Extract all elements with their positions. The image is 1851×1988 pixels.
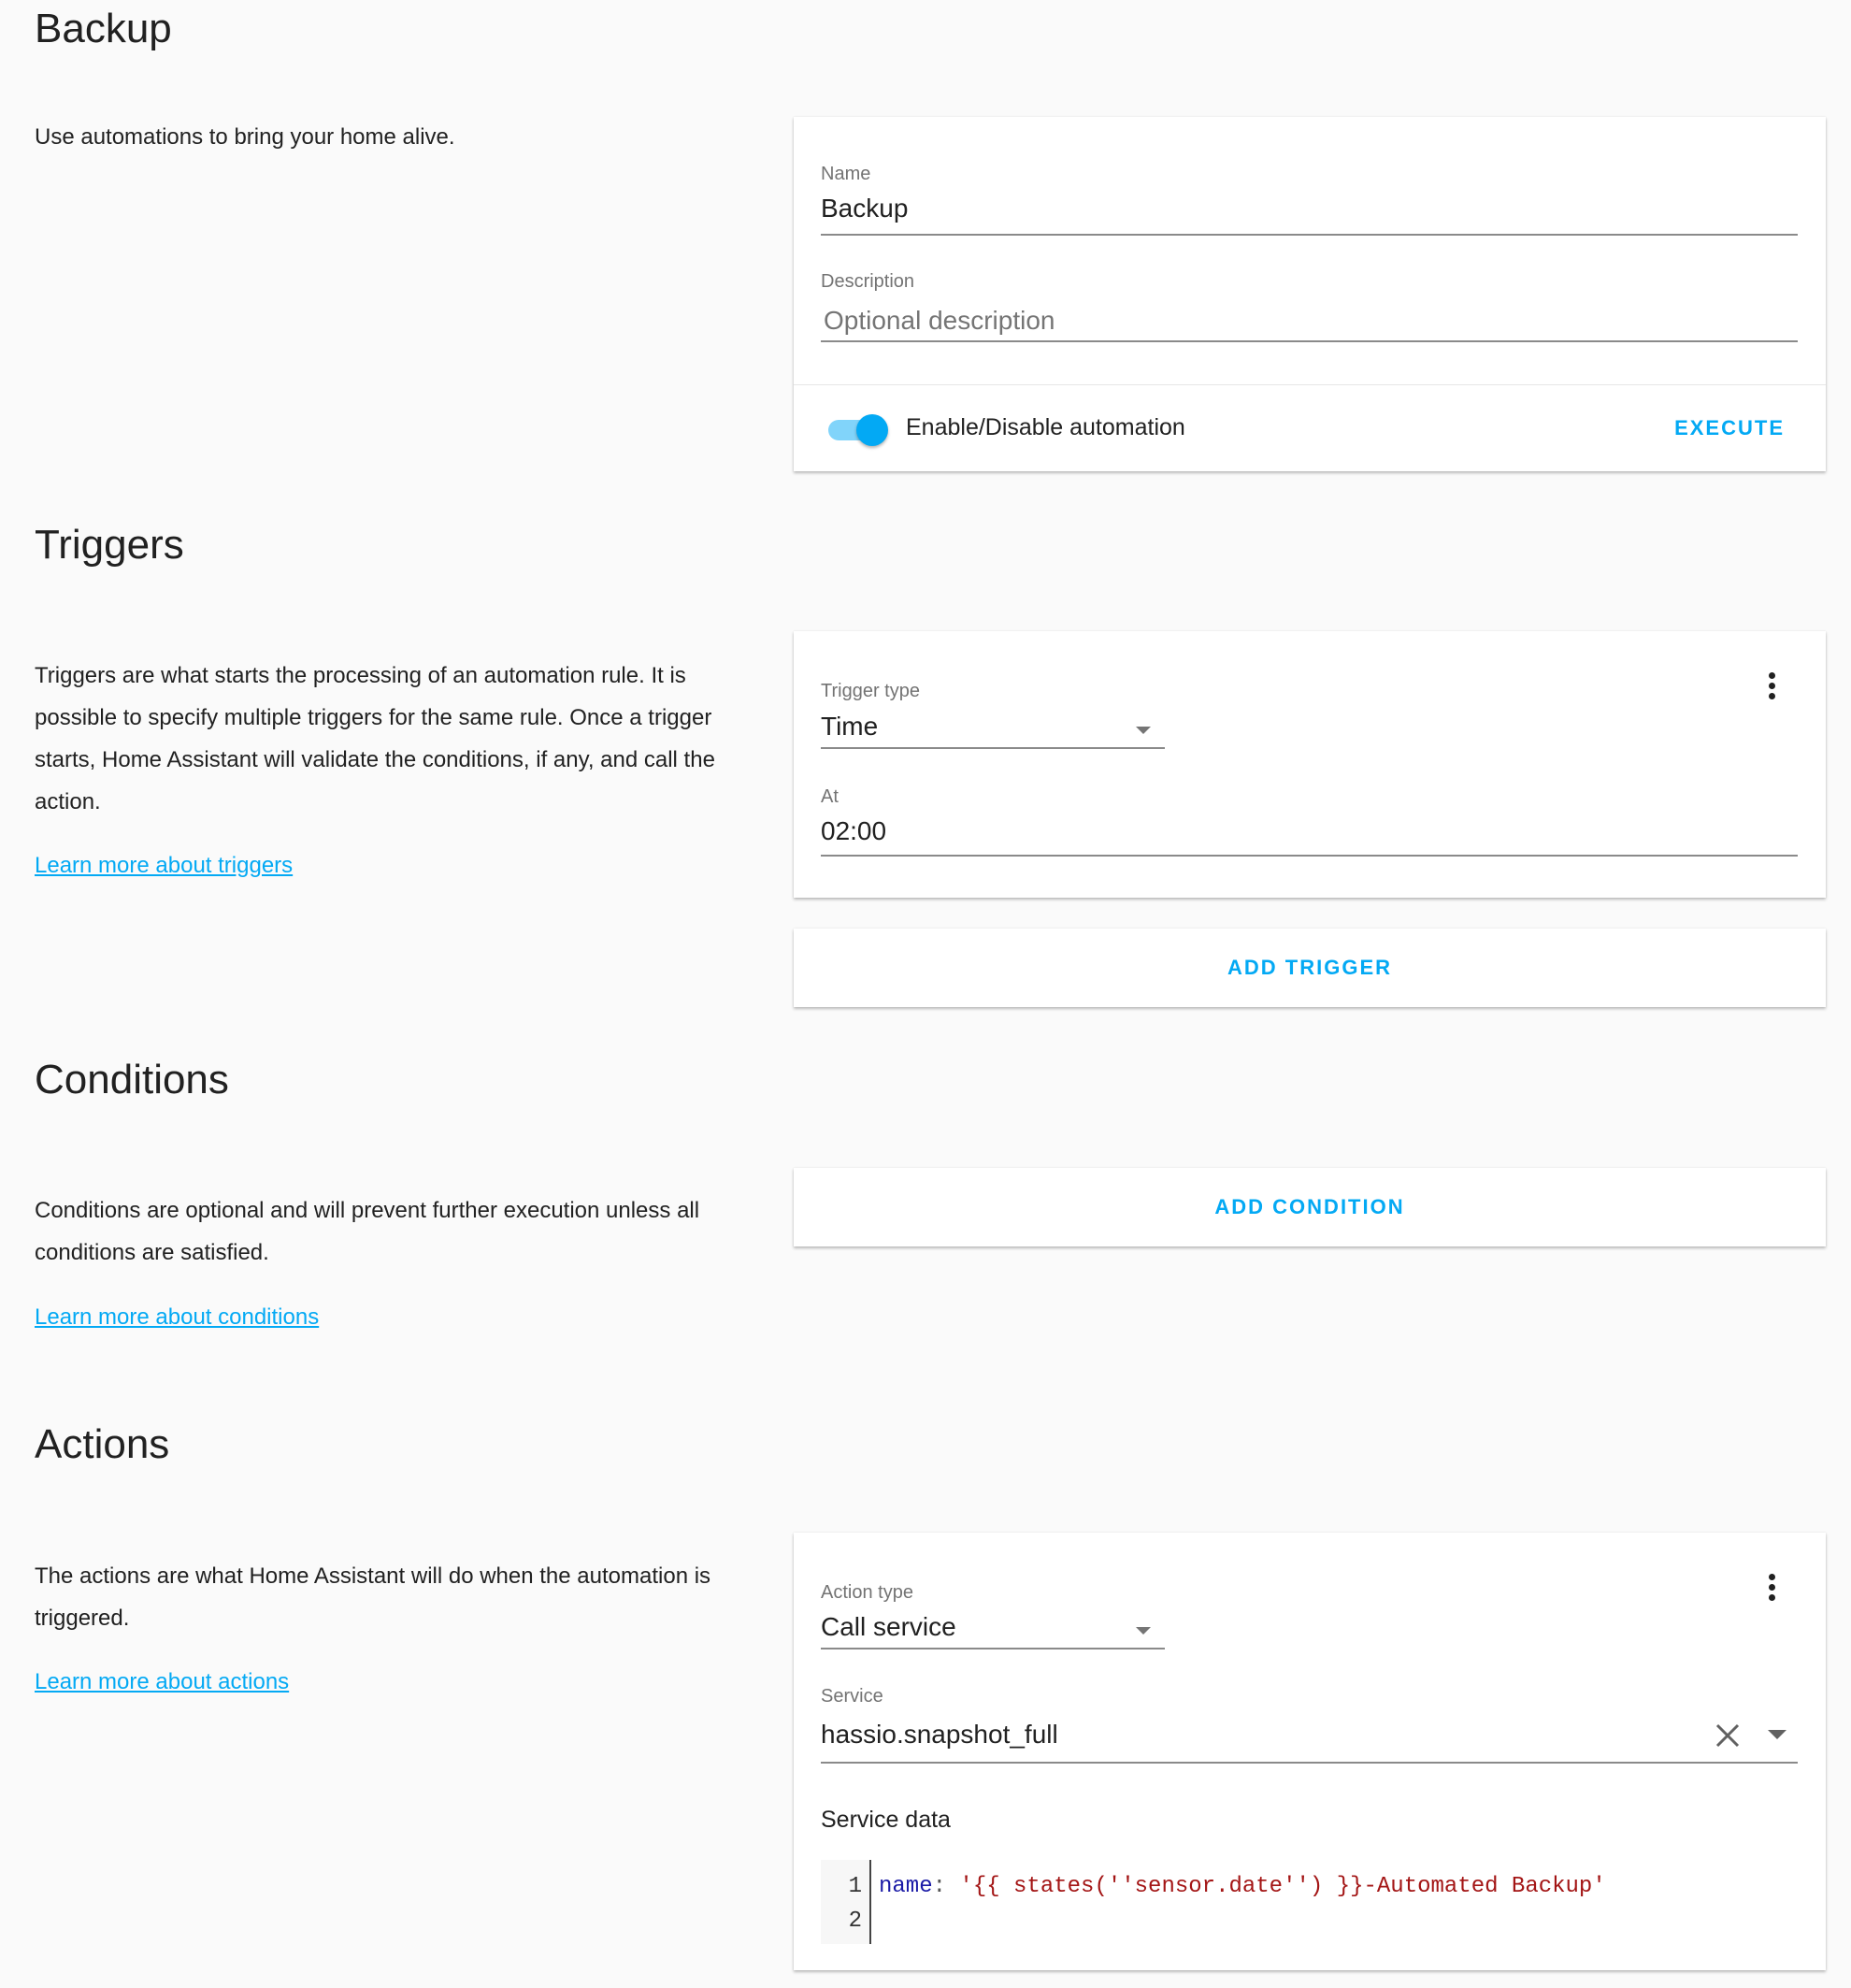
clear-icon[interactable]	[1715, 1722, 1741, 1749]
trigger-card	[794, 631, 1826, 898]
line-number: 1	[848, 1874, 862, 1899]
page-description: Use automations to bring your home alive.	[35, 124, 455, 150]
trigger-type-select[interactable]: Time	[821, 712, 879, 741]
add-condition-button[interactable]: ADD CONDITION	[1214, 1195, 1405, 1218]
service-underline	[821, 1762, 1798, 1764]
action-type-label: Action type	[821, 1582, 913, 1603]
more-vert-icon[interactable]	[1767, 672, 1776, 704]
execute-button[interactable]: EXECUTE	[1674, 416, 1785, 439]
description-input[interactable]: Optional description	[824, 306, 1055, 335]
enable-toggle[interactable]	[828, 414, 890, 444]
add-trigger-button[interactable]: ADD TRIGGER	[1227, 956, 1392, 979]
yaml-colon: :	[932, 1874, 960, 1899]
code-editor[interactable]	[821, 1860, 1798, 1944]
divider	[794, 384, 1826, 385]
service-input[interactable]: hassio.snapshot_full	[821, 1720, 1058, 1749]
yaml-key: name	[879, 1874, 933, 1899]
yaml-string: '{{ states(''sensor.date'') }}-Automated Backup'	[959, 1874, 1606, 1899]
at-input[interactable]: 02:00	[821, 816, 887, 845]
code-line-1	[879, 1874, 1606, 1899]
name-label: Name	[821, 164, 871, 184]
line-number: 2	[848, 1909, 862, 1934]
service-label: Service	[821, 1686, 883, 1707]
actions-description: The actions are what Home Assistant will do when the automation is triggered.	[35, 1563, 711, 1631]
service-data-label: Service data	[821, 1807, 951, 1833]
learn-conditions-link[interactable]: Learn more about conditions	[35, 1304, 320, 1330]
trigger-type-label: Trigger type	[821, 681, 920, 701]
description-label: Description	[821, 271, 915, 292]
dropdown-caret-icon[interactable]	[1136, 1627, 1151, 1635]
action-type-select[interactable]: Call service	[821, 1612, 956, 1641]
dropdown-caret-icon[interactable]	[1136, 727, 1151, 734]
action-type-underline	[821, 1648, 1165, 1649]
add-condition-card	[794, 1168, 1826, 1246]
actions-heading: Actions	[35, 1421, 170, 1467]
trigger-type-underline	[821, 747, 1165, 749]
more-vert-icon[interactable]	[1767, 1574, 1776, 1606]
page-title: Backup	[35, 6, 172, 51]
toggle-label: Enable/Disable automation	[906, 414, 1185, 440]
at-label: At	[821, 786, 839, 807]
add-trigger-card	[794, 929, 1826, 1007]
description-underline	[821, 340, 1798, 342]
name-input[interactable]: Backup	[821, 194, 909, 223]
automation-details-card	[794, 117, 1826, 471]
learn-triggers-link[interactable]: Learn more about triggers	[35, 853, 294, 878]
conditions-heading: Conditions	[35, 1057, 229, 1102]
dropdown-caret-icon[interactable]	[1768, 1730, 1786, 1739]
triggers-heading: Triggers	[35, 522, 184, 568]
name-underline	[821, 234, 1798, 236]
action-card	[794, 1533, 1826, 1970]
learn-actions-link[interactable]: Learn more about actions	[35, 1669, 290, 1694]
conditions-description: Conditions are optional and will prevent further execution unless all conditions are satisfied.	[35, 1198, 700, 1265]
triggers-description: Triggers are what starts the processing of an automation rule. It is possible to specify multiple triggers for the same rule. Once a trigger starts, Home Assistant will validate the conditions, if any, and call the action.	[35, 663, 715, 814]
at-underline	[821, 855, 1798, 857]
